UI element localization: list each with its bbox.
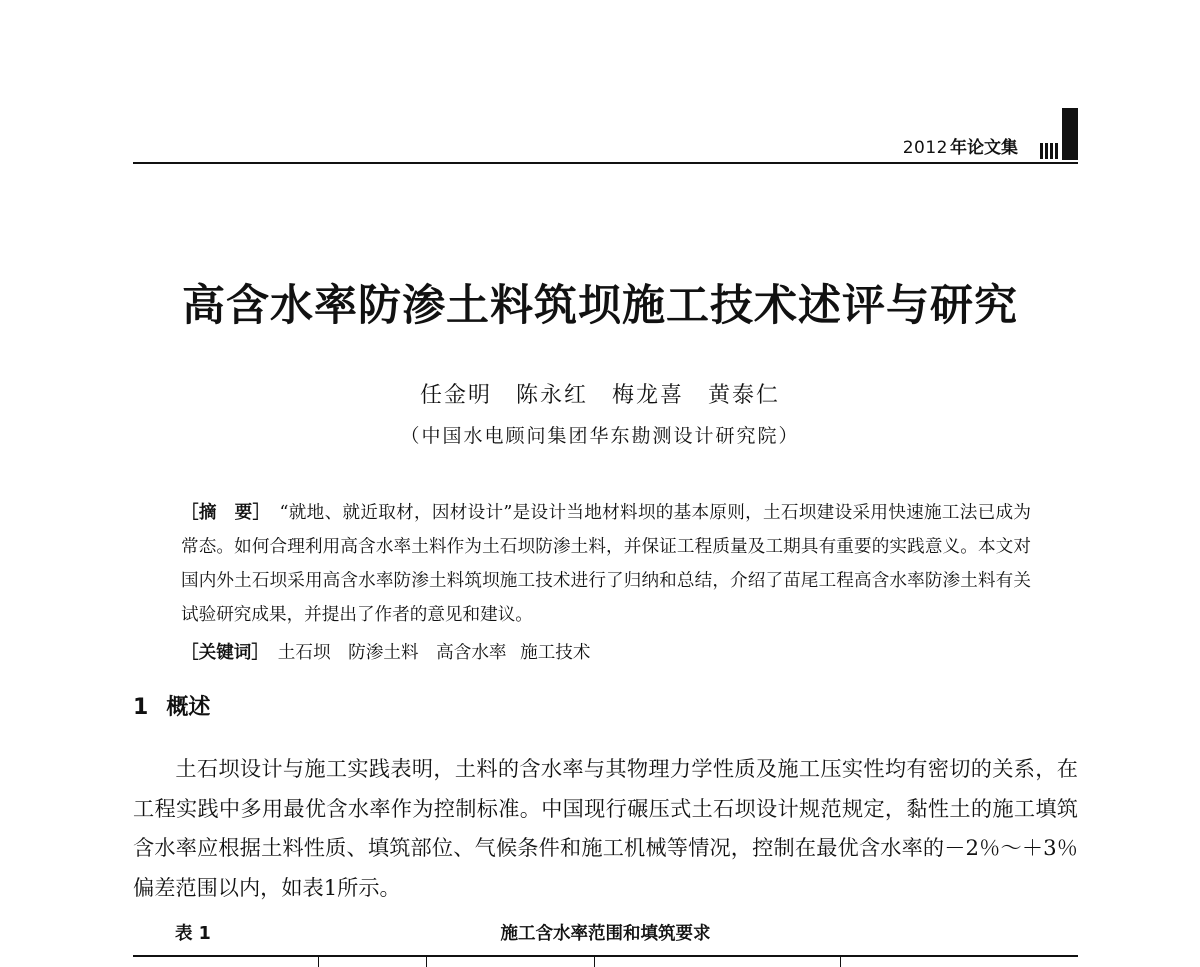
keywords: [181, 636, 1031, 670]
author-affiliation: （中国水电顾问集团华东勘测设计研究院）: [400, 425, 800, 447]
header-label: 年论文集: [950, 138, 1018, 158]
header-bar-icon: [1062, 108, 1078, 160]
section-title: 概述: [166, 695, 211, 720]
table-column-divider: [840, 957, 841, 967]
header-ornament-icon: [1040, 143, 1060, 159]
abstract: [181, 496, 1031, 632]
abstract-tag: ［摘 要］: [181, 502, 262, 523]
paper-title: 高含水率防渗土料筑坝施工技术述评与研究: [182, 281, 1018, 331]
table-column-divider: [318, 957, 319, 967]
keywords-text: 土石坝 防渗土料 高含水率 施工技术: [277, 643, 591, 663]
keywords-tag: ［关键词］: [181, 642, 261, 663]
section-heading: [133, 690, 210, 721]
abstract-text: “就地、就近取材，因材设计”是设计当地材料坝的基本原则，土石坝建设采用快速施工法已成为常态。如何合理利用高含水率土料作为土石坝防渗土料，并保证工程质量及工期具有重要的实践意义。本文对国内外土石坝采用高含水率防渗土料筑坝施工技术进行了归纳和总结，介绍了苗尾工程高含水率防渗土料有关试验研究成果，并提出了作者的意见和建议。: [181, 503, 1031, 625]
table-column-divider: [426, 957, 427, 967]
body-paragraph: 土石坝设计与施工实践表明，土料的含水率与其物理力学性质及施工压实性均有密切的关系，在工程实践中多用最优含水率作为控制标准。中国现行碾压式土石坝设计规范规定，黏性土的施工填筑含水率应根据土料性质、填筑部位、气候条件和施工机械等情况，控制在最优含水率的－2％～＋3％偏差范围以内，如表1所示。: [133, 756, 1078, 900]
author-list: 任金明 陈永红 梅龙喜 黄泰仁: [419, 383, 780, 408]
running-header-text: [903, 133, 1018, 158]
header-year: 2012: [902, 138, 948, 158]
table-top-rule: [133, 955, 1078, 957]
table-column-divider: [594, 957, 595, 967]
table-title: 施工含水率范围和填筑要求: [500, 924, 711, 944]
running-header: [133, 108, 1078, 164]
table-caption: [133, 920, 1078, 948]
table-label: 表 1: [175, 924, 211, 944]
section-number: 1: [133, 695, 149, 720]
